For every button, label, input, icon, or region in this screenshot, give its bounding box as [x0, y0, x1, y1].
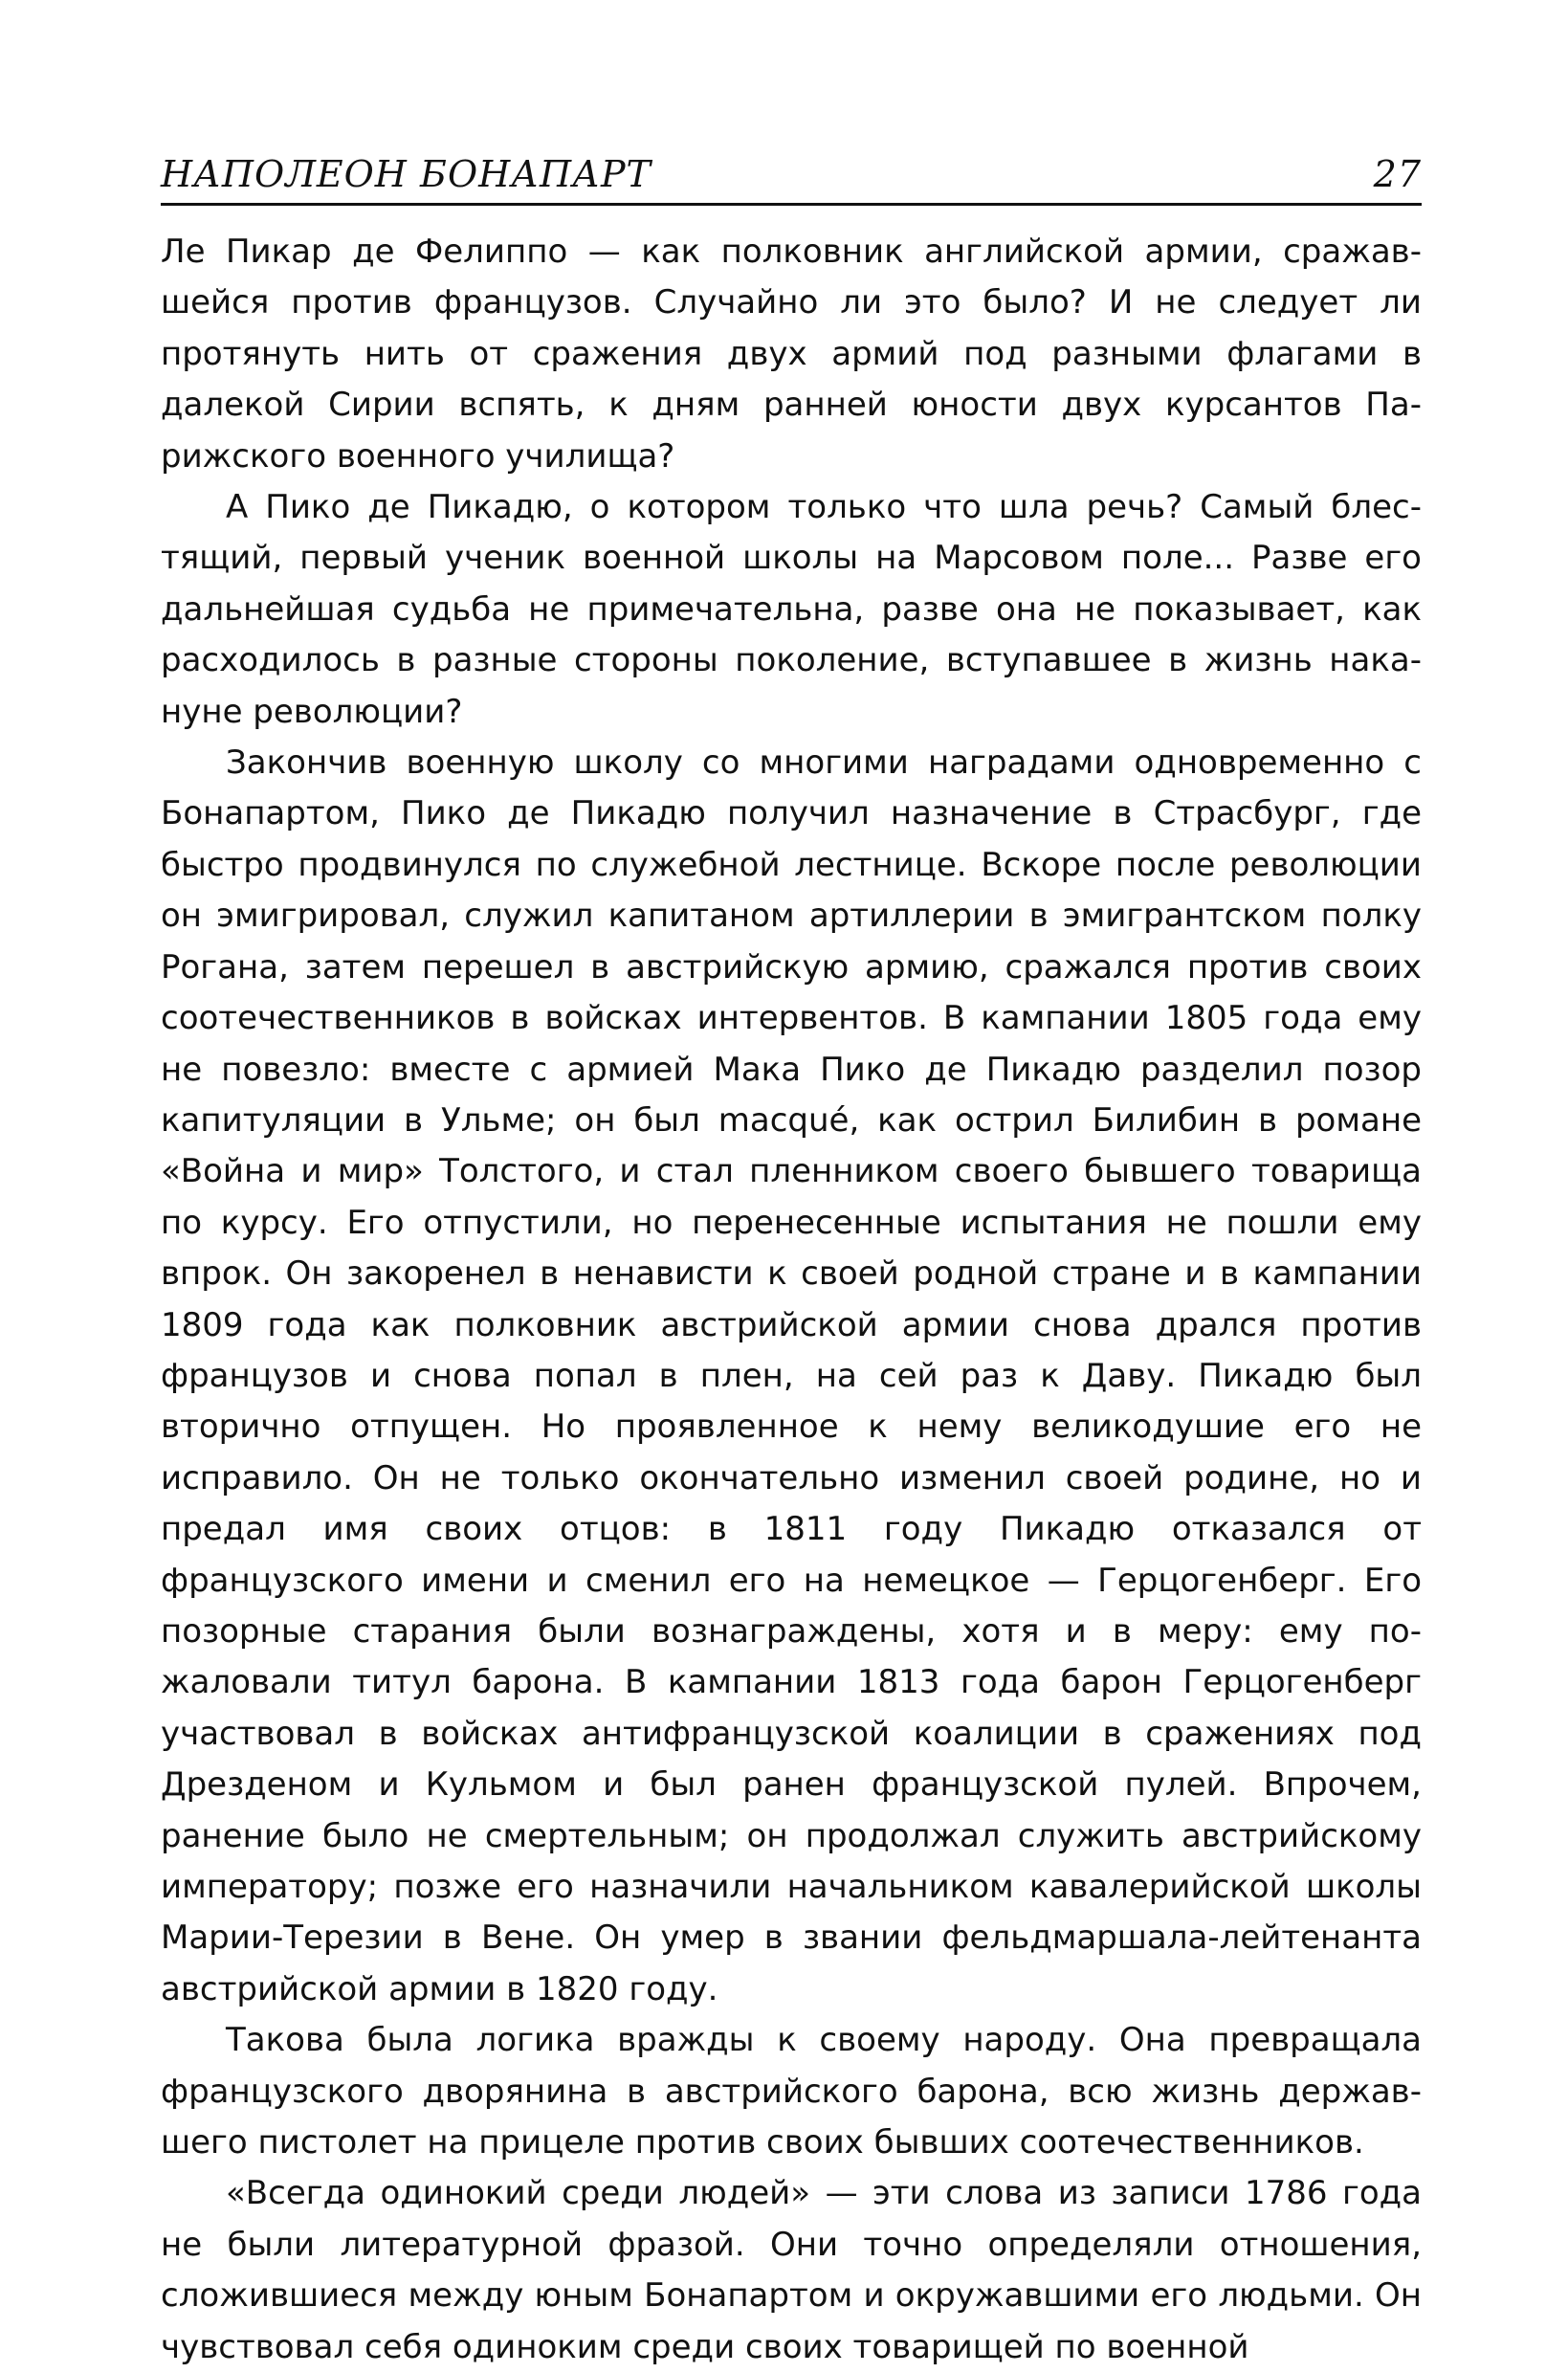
book-page [161, 153, 1422, 2373]
body-text [161, 227, 1422, 2373]
paragraph: Ле Пикар де Фелиппо — как полковник английской армии, сражавшейся против французов. Случайно ли это было? И не следует ли протянуть нить от сражения двух армий под разными флагами в далекой Сирии вспять, к дням ранней юности двух курсантов Парижского военного училища? [161, 233, 1422, 476]
paragraph: Такова была логика вражды к своему народу. Она превращала французского дворянина в австрийского барона, всю жизнь державшего пистолет на прицеле против своих бывших соотечественников. [161, 2021, 1422, 2162]
running-header [161, 153, 1422, 206]
paragraph: «Всегда одинокий среди людей» — эти слова из записи 1786 года не были литературной фразой. Они точно определяли отношения, сложившиеся между юным Бонапартом и окружавшими его людьми. Он чувствовал себя одиноким среди своих товарищей по военной [161, 2174, 1422, 2366]
paragraph: А Пико де Пикадю, о котором только что шла речь? Самый блестящий, первый ученик военной школы на Марсовом поле... Разве его дальнейшая судьба не примечательна, разве она не показывает, как расходилось в разные стороны поколение, вступавшее в жизнь накануне революции? [161, 488, 1422, 731]
running-title: НАПОЛЕОН БОНАПАРТ [161, 153, 651, 195]
paragraph: Закончив военную школу со многими наградами одновременно с Бонапартом, Пико де Пикадю получил назначение в Страсбург, где быстро продвинулся по служебной лестнице. Вскоре после революции он эмигрировал, служил капитаном артиллерии в эмигрантском полку Рогана, затем перешел в австрийскую армию, сражался против своих соотечественников в войсках интервентов. В кампании 1805 года ему не повезло: вместе с армией Мака Пико де Пикадю разделил позор капитуляции в Ульме; он был macqué, как острил Билибин в романе «Война и мир» Толстого, и стал пленником своего бывшего товарища по курсу. Его отпустили, но перенесенные испытания не пошли ему впрок. Он закоренел в ненависти к своей родной стране и в кампании 1809 года как полковник австрийской армии снова дрался против французов и снова попал в плен, на сей раз к Даву. Пикадю был вторично отпущен. Но проявленное к нему великодушие его не исправило. Он не только окончательно изменил своей родине, но и предал имя своих отцов: в 1811 году Пикадю отказался от французского имени и сменил его на немецкое — Герцогенберг. Его позорные старания были вознаграждены, хотя и в меру: ему пожаловали титул барона. В кампании 1813 года барон Герцогенберг участвовал в войсках антифранцузской коалиции в сражениях под Дрезденом и Кульмом и был ранен французской пулей. Впрочем, ранение было не смертельным; он продолжал служить австрийскому императору; позже его назначили начальником кавалерийской школы Марии-Терезии в Вене. Он умер в звании фельдмаршала-лейтенанта австрийской армии в 1820 году. [161, 743, 1422, 2008]
page-number: 27 [1373, 153, 1422, 195]
